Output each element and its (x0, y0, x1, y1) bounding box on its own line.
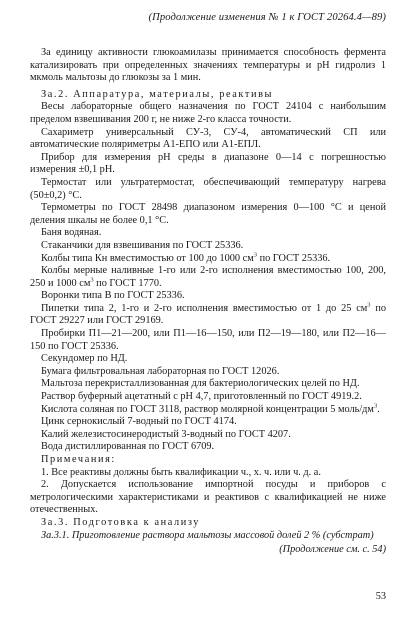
continuation-note: (Продолжение см. с. 54) (279, 544, 386, 556)
notes-heading: Примечания: (41, 454, 116, 465)
section-heading-preparation: За.3. Подготовка к анализу (41, 516, 201, 528)
paragraph-buffer: Раствор буферный ацетатный с рН 4,7, приготовленный по ГОСТ 4919.2. (41, 391, 362, 403)
paragraph-ph-meter: Прибор для измерения рН среды в диапазоне 0—14 с погрешностью измерения ±0,1 рН. (30, 151, 386, 176)
paragraph-scales: Весы лабораторные общего назначения по ГОСТ 24104 с наибольшим пределом взвешивания 200 г, не ниже 2-го класса точности. (30, 101, 386, 125)
note-2: 2. Допускается использование импортной посуды и приборов с метрологическими характеристиками и реактивов с квалификацией не ниже отечественных. (30, 479, 386, 516)
paragraph-test-tubes: Пробирки П1—21—200, или П1—16—150, или П2—19—180, или П2—16—150 по ГОСТ 25336. (30, 328, 386, 352)
paragraph-water-bath: Баня водяная. (41, 227, 102, 239)
paragraph-weighing-cups: Стаканчики для взвешивания по ГОСТ 25336. (41, 239, 244, 251)
note-1: 1. Все реактивы должны быть квалификации ч., х. ч. или ч. д. а. (41, 466, 321, 478)
paragraph-hydrochloric-acid: Кислота соляная по ГОСТ 3118, раствор молярной концентрации 5 моль/$дм^3$. (41, 402, 380, 415)
document-page (30, 12, 386, 555)
section-heading-apparatus: За.2. Аппаратура, материалы, реактивы (41, 88, 274, 100)
paragraph-saccharimeter: Сахариметр универсальный СУ-3, СУ-4, автоматический СП или автоматические поляриметры А1-ЕПО или А1-ЕПЛ. (30, 126, 386, 151)
paragraph-thermometers: Термометры по ГОСТ 28498 диапазоном измерения 0—100 °С и ценой деления шкалы не более 0,1 °С. (30, 202, 386, 226)
paragraph-filter-paper: Бумага фильтровальная лабораторная по ГОСТ 12026. (41, 365, 280, 377)
paragraph-potassium-ferrocyanide: Калий железистосинеродистый 3-водный по ГОСТ 4207. (41, 428, 291, 440)
page-number: 53 (375, 591, 386, 602)
paragraph-zinc-sulfate: Цинк сернокислый 7-водный по ГОСТ 4174. (41, 416, 237, 428)
paragraph-pipettes: Пипетки типа 2, 1-го и 2-го исполнения вместимостью от 1 до 25 $см^3$ по ГОСТ 29227 или ГОСТ 29169. (30, 301, 387, 327)
paragraph-thermostat: Термостат или ультратермостат, обеспечивающий температуру нагрева (50±0,2) °С. (30, 176, 386, 201)
paragraph-distilled-water: Вода дистиллированная по ГОСТ 6709. (41, 441, 215, 453)
paragraph-volumetric-flasks: Колбы мерные наливные 1-го или 2-го исполнения вместимостью 100, 200, 250 и 1000 $см^3$ по ГОСТ 1770. (30, 265, 386, 289)
paragraph-flasks-kn: Колбы типа Кн вместимостью от 100 до 1000 $см^3$ по ГОСТ 25336. (41, 251, 331, 264)
page-header: (Продолжение изменения № 1 к ГОСТ 20264.4—89) (148, 12, 386, 23)
paragraph-stopwatch: Секундомер по НД. (41, 353, 128, 365)
paragraph-activity-unit: За единицу активности глюкоамилазы принимается способность фермента катализировать при определенных значениях температуры и рН гидролиз 1 мкмоль мальтозы до глюкозы за 1 мин. (30, 47, 386, 84)
paragraph-funnels: Воронки типа В по ГОСТ 25336. (41, 290, 185, 302)
paragraph-maltose: Мальтоза перекристаллизованная для бактериологических целей по НД. (41, 378, 360, 390)
subsection-maltose-solution: За.3.1. Приготовление раствора мальтозы массовой долей 2 % (субстрат) (41, 529, 374, 541)
